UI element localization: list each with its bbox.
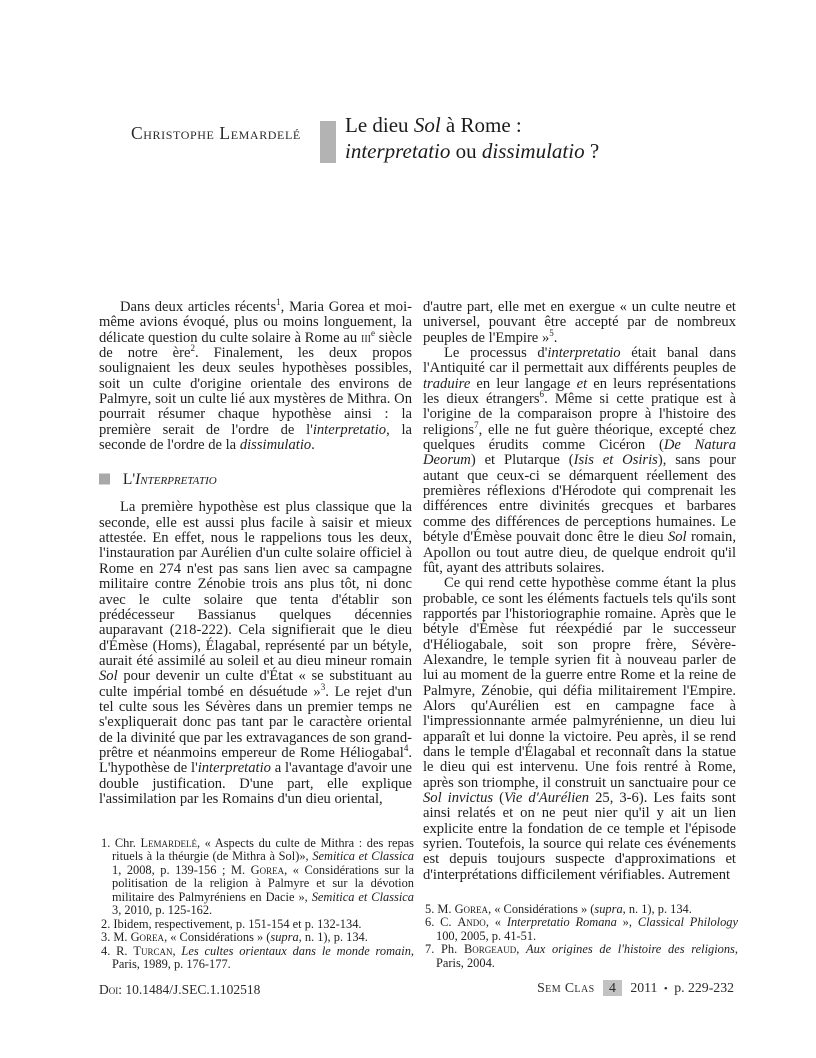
footnote-3: 3. M. Gorea, « Considérations » (supra, n. 1), p. 134. <box>101 930 368 945</box>
right-column <box>423 300 736 883</box>
issue-number-badge: 4 <box>603 980 622 996</box>
paragraph-continuation: d'autre part, elle met en exergue « un culte neutre et universel, pouvant être accepté par de nombreux peuples de l'Empire »$^5$. <box>423 299 736 346</box>
journal-issue-info <box>537 980 734 996</box>
section-heading <box>99 471 412 489</box>
journal-name: Sem Clas <box>537 980 595 995</box>
footnote-list-right <box>425 903 738 970</box>
doi-label: Doi: 10.1484/J.SEC.1.102518 <box>99 982 261 997</box>
footnote-5: 5. M. Gorea, « Considérations » (supra, n. 1), p. 134. <box>425 902 692 916</box>
left-column <box>99 297 412 807</box>
paragraph-hypothesis: La première hypothèse est plus classique que la seconde, elle est aussi plus facile à saisir et mieux attestée. En effet, nous le rappelions tous les deux, l'instauration par Aurélien d'un culte solaire officiel à Rome en 274 n'est pas sans lien avec sa campagne militaire contre Zénobie trois ans plus tôt, ni donc avec le culte solaire que tenta d'établir son prédécesseur Bassianus quelques décennies auparavant (218-222). Cela signifierait que le dieu d'Émèse (Homs), Élagabal, représenté par un bétyle, aurait été assimilé au soleil et au dieu mineur romain Sol pour devenir un culte d'État « se substituant au culte impérial tombé en désuétude »$^3$. Le rejet d'un tel culte sous les Sévères dans un premier temps ne s'expliquerait donc pas tant par le caractère oriental de la divinité que par les extravagances de son grand-prêtre et néanmoins empereur de Rome Héliogabal$^4$. L'hypothèse de l'interpretatio a l'avantage d'avoir une double justification. D'une part, elle explique l'assimilation par les Romains d'un dieu oriental, <box>99 499 412 807</box>
footnote-1: 1. Chr. Lemardelé, « Aspects du culte de Mithra : des repas rituels à la théurgie (de Mithra à Sol)», Semitica et Classica 1, 2008, p. 139-156 ; M. Gorea, « Considérations sur la politisation de la religion à Palmyre et sur la dévotion militaire des Palmyréniens en Dacie », Semitica et Classica 3, 2010, p. 125-162. <box>101 836 414 918</box>
paragraph-factuel: Ce qui rend cette hypothèse comme étant la plus probable, ce sont les éléments factuels tels qu'ils sont rapportés par l'historiographie romaine. Après que le bétyle d'Émèse fut réexpédié par le successeur d'Héliogabale, soit son propre frère, Sévère-Alexandre, le temple syrien fit à nouveau parler de lui au moment de la guerre entre Rome et la reine de Palmyre, Zénobie, qui défia militairement l'Empire. Alors qu'Aurélien est en campagne face à l'impressionnante armée palmyrénienne, un dieu lui apparaît et lui donne la victoire. Peu après, il se rend dans le temple d'Élagabal et reconnaît dans la statue le dieu qui est intervenu. Une fois rentré à Rome, après son triomphe, il construit un sanctuaire pour ce Sol invictus (Vie d'Aurélien 25, 3-6). Les faits sont ainsi relatés et on ne peut nier qu'il y ait un lien explicite entre la fondation de ce temple et l'épisode syrien. Toutefois, la source qui relate ces événements est depuis toujours suspecte d'approximations et d'interprétations difficilement vérifiables. Autrement <box>423 575 736 883</box>
title-line-2: interpretatio ou dissimulatio ? <box>345 139 600 163</box>
publication-year: 2011 <box>630 980 658 995</box>
paragraph-processus: Le processus d'interpretatio était banal dans l'Antiquité car il permettait aux différents peuples de traduire en leur langage et en leurs représentations les dieux étrangers$^6$. Même si cette pratique est à l'origine de la comparaison propre à l'histoire des religions$^7$, elle ne fut guère théorique, excepté chez quelques érudits comme Cicéron (De Natura Deorum) et Plutarque (Isis et Osiris), sans pour autant que ceux-ci se démarquent réellement des premières réflexions d'Hérodote qui comprenait les différences entre divinités grecques et barbares comme des différences de perceptions humaines. Le bétyle d'Émèse pouvait donc être le dieu Sol romain, Apollon ou tout autre dieu, de quelque endroit qu'il fût, ayant des attributs solaires. <box>423 345 737 576</box>
footnote-list-left <box>101 837 414 972</box>
footnote-6: 6. C. Ando, « Interpretatio Romana », Classical Philology 100, 2005, p. 41-51. <box>425 915 738 943</box>
section-heading-text: L'Interpretatio <box>122 471 217 489</box>
title-divider-bar <box>320 121 336 163</box>
bullet-separator-icon: • <box>663 983 668 995</box>
paragraph-intro: Dans deux articles récents$^1$, Maria Gorea et moi-même avions évoqué, plus ou moins longuement, la délicate question du culte solaire à Rome au iii$^e$ siècle de notre ère$^2$. Finalement, les deux propos soulignaient les deux seules hypothèses possibles, soit un culte d'origine orientale des environs de Palmyre, soit un culte lié aux mystères de Mithra. On pourrait résumer chaque hypothèse ainsi : la première serait de l'ordre de l'interpretatio, la seconde de l'ordre de la dissimulatio. <box>99 297 412 454</box>
footnote-7: 7. Ph. Borgeaud, Aux origines de l'histoire des religions, Paris, 2004. <box>425 942 738 970</box>
footnote-4: 4. R. Turcan, Les cultes orientaux dans le monde romain, Paris, 1989, p. 176-177. <box>101 943 414 972</box>
author-name: Christophe Lemardelé <box>131 123 301 143</box>
title-line-1: Le dieu Sol à Rome : <box>345 113 522 137</box>
section-marker-square-icon <box>99 474 110 485</box>
footnote-2: 2. Ibidem, respectivement, p. 151-154 et p. 132-134. <box>101 916 362 931</box>
page-range: p. 229-232 <box>674 980 734 995</box>
article-title <box>345 112 599 164</box>
